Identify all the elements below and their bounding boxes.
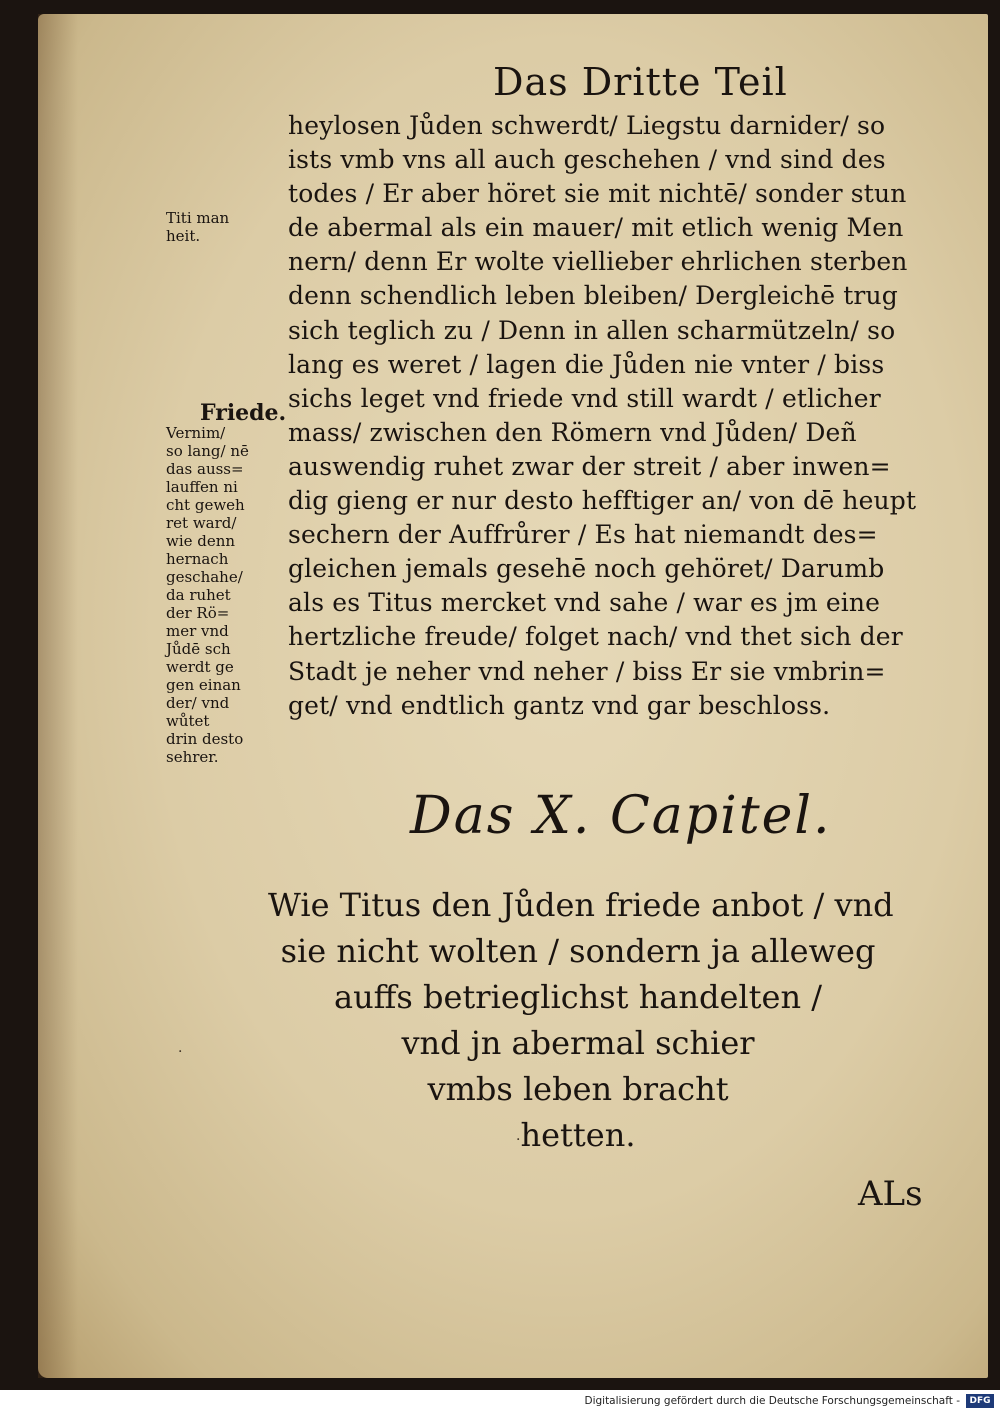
- body-line: mass/ zwischen den Römern vnd Jůden/ Deñ: [288, 417, 857, 447]
- marginal-line: wůtet: [166, 712, 210, 730]
- body-line: todes / Er aber höret sie mit nichtē/ sonder stun: [288, 179, 907, 209]
- marginal-line: so lang/ nē: [166, 442, 249, 460]
- chapter-summary: [268, 882, 894, 1158]
- summary-line: hetten.: [520, 1116, 636, 1154]
- marginal-line: der/ vnd: [166, 694, 230, 712]
- body-line: gleichen jemals gesehē noch gehöret/ Darumb: [288, 554, 885, 584]
- marginal-line: der Rö=: [166, 604, 230, 622]
- body-line: sechern der Auffrůrer / Es hat niemandt des=: [288, 520, 878, 550]
- body-line: nern/ denn Er wolte viellieber ehrlichen sterben: [288, 247, 908, 277]
- summary-line: vnd jn abermal schier: [401, 1024, 755, 1062]
- ink-speck: ·: [178, 1044, 183, 1060]
- marginal-line: das auss=: [166, 460, 244, 478]
- marginal-line: Vernim/: [166, 424, 226, 442]
- marginal-note-titi-manheit: [166, 209, 229, 245]
- body-line: sichs leget vnd friede vnd still wardt / etlicher: [288, 383, 881, 413]
- marginal-line: da ruhet: [166, 586, 231, 604]
- body-line: heylosen Jůden schwerdt/ Liegstu darnider/ so: [288, 111, 886, 140]
- summary-line: auffs betrieglichst handelten /: [333, 978, 822, 1016]
- marginal-line: cht geweh: [166, 496, 245, 514]
- catchword: ALs: [858, 1174, 923, 1214]
- marginal-line: Jůdē sch: [166, 640, 231, 658]
- body-line: dig gieng er nur desto hefftiger an/ von dē heupt: [288, 486, 917, 516]
- body-line: sich teglich zu / Denn in allen scharmützeln/ so: [288, 315, 896, 345]
- marginal-line: drin desto: [166, 730, 244, 748]
- marginal-line: geschahe/: [166, 568, 243, 586]
- body-line: lang es weret / lagen die Jůden nie vnter / biss: [288, 349, 885, 379]
- page-gutter-shadow: [38, 14, 78, 1378]
- body-line: als es Titus mercket vnd sahe / war es jm eine: [288, 588, 881, 618]
- digitization-footer: [0, 1390, 1000, 1414]
- dfg-logo: DFG: [966, 1394, 994, 1408]
- marginal-line: wie denn: [166, 532, 236, 550]
- body-text-block: [288, 109, 968, 723]
- marginal-line: gen einan: [166, 676, 241, 694]
- summary-line: vmbs leben bracht: [427, 1070, 729, 1108]
- summary-line: sie nicht wolten / sondern ja alleweg: [280, 932, 876, 970]
- marginal-line: sehrer.: [166, 748, 219, 766]
- body-line: auswendig ruhet zwar der streit / aber inwen=: [288, 451, 891, 481]
- marginal-line: hernach: [166, 550, 229, 568]
- body-line: Stadt je neher vnd neher / biss Er sie vmbrin=: [288, 656, 886, 686]
- marginal-line: lauffen ni: [166, 478, 238, 496]
- marginal-line: mer vnd: [166, 622, 229, 640]
- body-line: get/ vnd endtlich gantz vnd gar beschloss.: [288, 690, 831, 720]
- marginal-line: heit.: [166, 227, 201, 245]
- footer-credit: Digitalisierung gefördert durch die Deutsche Forschungsgemeinschaft -: [584, 1395, 960, 1407]
- ink-speck: ·: [516, 1132, 521, 1148]
- marginal-line: ret ward/: [166, 514, 237, 532]
- marginal-line: werdt ge: [166, 658, 234, 676]
- body-line: denn schendlich leben bleiben/ Dergleichē trug: [288, 281, 898, 311]
- summary-line: Wie Titus den Jůden friede anbot / vnd: [268, 886, 894, 924]
- book-page: [38, 14, 988, 1378]
- marginal-note-friede: [166, 400, 287, 766]
- marginal-keyword: Friede.: [200, 400, 287, 426]
- running-head: Das Dritte Teil: [493, 60, 788, 104]
- body-line: hertzliche freude/ folget nach/ vnd thet sich der: [288, 622, 903, 652]
- chapter-heading: Das X. Capitel.: [410, 786, 832, 846]
- body-line: de abermal als ein mauer/ mit etlich wenig Men: [288, 213, 904, 243]
- marginal-line: Titi man: [166, 209, 230, 227]
- body-line: ists vmb vns all auch geschehen / vnd sind des: [288, 145, 886, 175]
